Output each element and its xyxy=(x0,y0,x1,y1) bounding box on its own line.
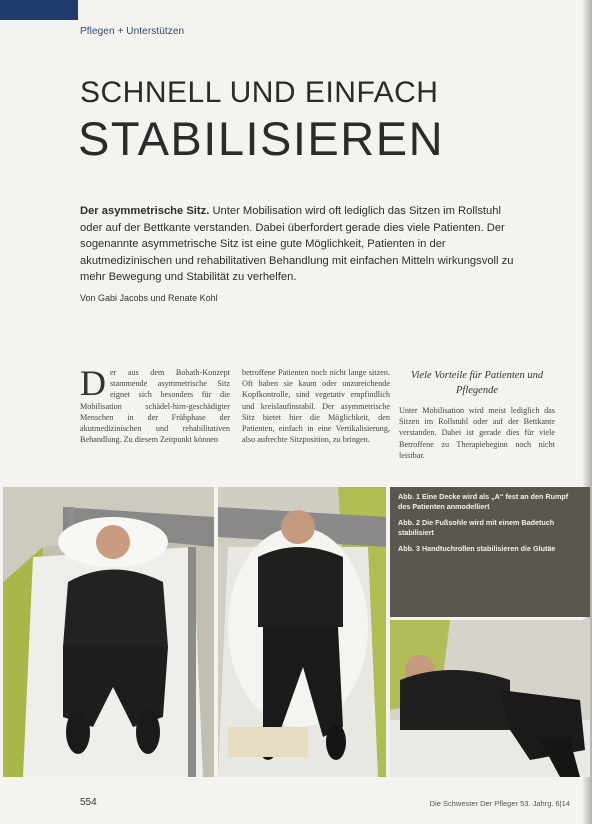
intro-paragraph xyxy=(80,203,515,286)
box-title: Viele Vorteile für Patienten und Pflegende xyxy=(410,370,544,396)
photo-2 xyxy=(218,487,386,777)
photo-3-illustration xyxy=(390,620,590,777)
caption-3: Abb. 3 Handtuchrollen stabilisieren die Glutäe xyxy=(398,544,556,553)
body-column-1 xyxy=(80,363,230,445)
body-column-1-text: er aus dem Bobath-Konzept stammende asymmetrische Sitz eignet sich besonders für die Mobilisation schädel-hirn-geschädigter Menschen in der Frühphase der akutmedizinischen und rehabilitativen Behandlung. Zu diesem Zeitpunkt können xyxy=(80,368,230,445)
body-column-3: Unter Mobilisation wird meist lediglich das Sitzen im Rollstuhl oder auf der Bettkante verstanden. Dabei ist gerade dies für viele Betroffene zu Therapiebeginn noch nicht leistbar. xyxy=(399,406,555,460)
intro-text: Unter Mobilisation wird oft lediglich das Sitzen im Rollstuhl oder auf der Bettkante verstanden. Dabei überfordert gerade dies viele Patienten. Der sogenannte asymmetrische Sitz ist eine gute Möglichkeit, Patienten in der akutmedizinischen und rehabilitativen Behandlung mit einfachen Mitteln wirkungsvoll zu mehr Bewegung und Stabilität zu verhelfen. xyxy=(80,205,514,283)
section-color-tab xyxy=(0,0,78,20)
caption-1: Abb. 1 Eine Decke wird als „A“ fest an den Rumpf des Patienten anmodelliert xyxy=(398,492,569,511)
title-line-2: STABILISIEREN xyxy=(78,112,445,165)
footer-source: Die Schwester Der Pfleger 53. Jahrg. 6|14 xyxy=(429,799,570,808)
photo-3 xyxy=(390,620,590,777)
photo-2-illustration xyxy=(218,487,386,777)
drop-cap: D xyxy=(80,363,106,403)
author-line: Von Gabi Jacobs und Renate Kohl xyxy=(80,293,218,303)
photo-1 xyxy=(3,487,214,777)
intro-lead: Der asymmetrische Sitz. xyxy=(80,205,210,217)
caption-2: Abb. 2 Die Fußsohle wird mit einem Badetuch stabilisiert xyxy=(398,518,555,537)
title-line-1: SCHNELL UND EINFACH xyxy=(80,76,439,109)
photo-1-illustration xyxy=(3,487,214,777)
section-label: Pflegen + Unterstützen xyxy=(80,26,185,37)
body-column-2: betroffene Patienten noch nicht lange sitzen. Oft haben sie kaum oder unzureichende Kopfkontrolle, sind vegetativ empfindlich und kreislaufinstabil. Der asymmetrische Sitz bietet hier die Möglichkeit, den Patienten, einfach in eine Vertikalisierung, also aufrechte Sitzposition, zu bringen. xyxy=(242,368,390,445)
page-number: 554 xyxy=(80,797,97,808)
caption-list xyxy=(398,492,578,561)
